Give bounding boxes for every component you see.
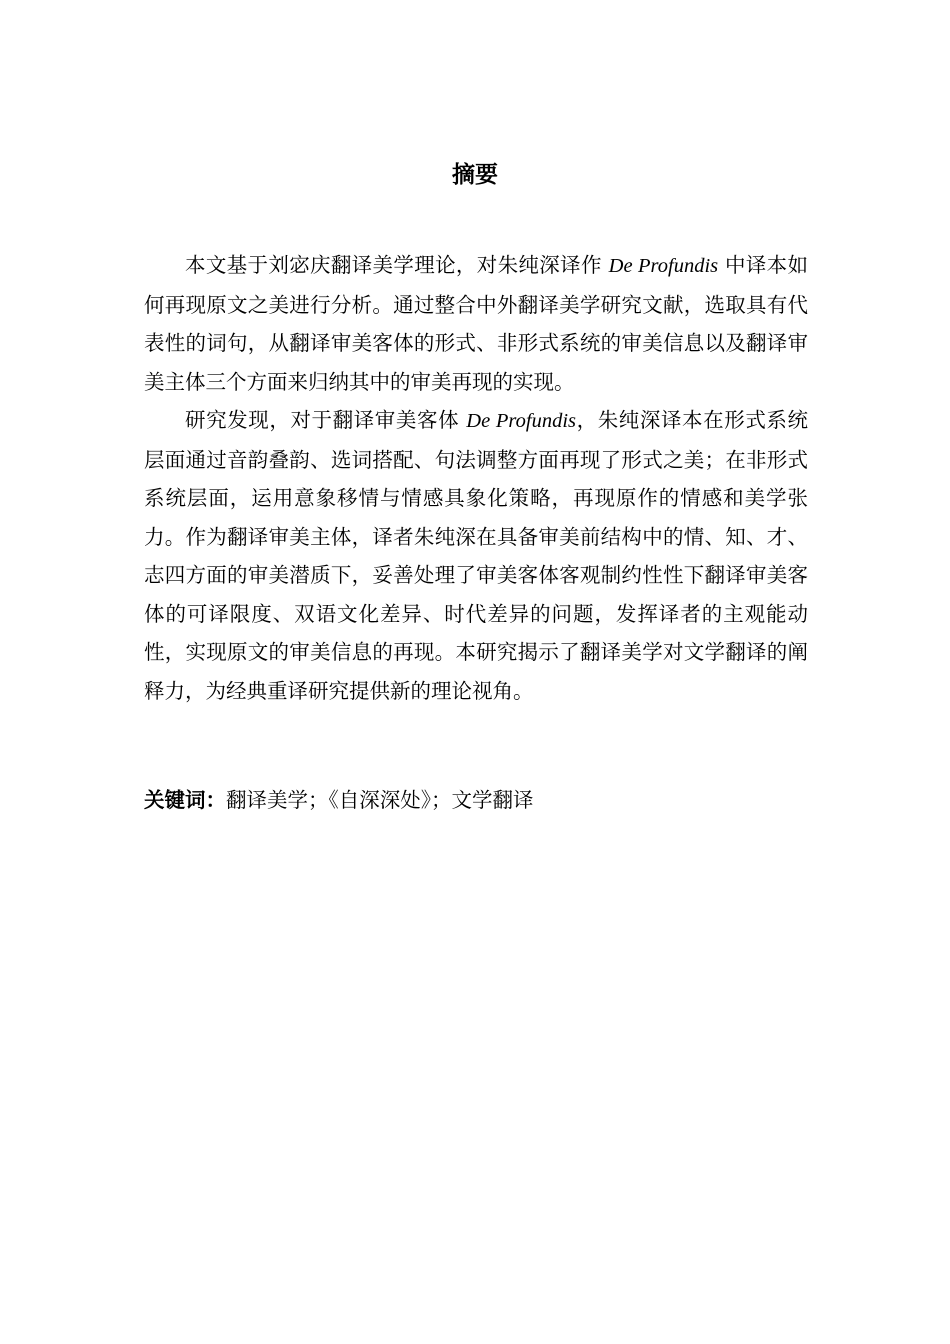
keywords-line [144,781,808,820]
keywords-label: 关键词： [144,788,226,812]
paragraph-2-work-title: De Profundis [466,410,577,432]
paragraph-1-work-title: De Profundis [608,255,719,277]
abstract-paragraph-1 [144,246,808,401]
paragraph-2-text-b: ，朱纯深译本在形式系统层面通过音韵叠韵、选词搭配、句法调整方面再现了形式之美；在非形式系统层面，运用意象移情与情感具象化策略，再现原作的情感和美学张力。作为翻译审美主体，译者朱纯深在具备审美前结构中的情、知、才、志四方面的审美潜质下，妥善处理了审美客体客观制约性性下翻译审美客体的可译限度、双语文化差异、时代差异的问题，发挥译者的主观能动性，实现原文的审美信息的再现。本研究揭示了翻译美学对文学翻译的阐释力，为经典重译研究提供新的理论视角。 [144,408,809,703]
keywords-value: 翻译美学；《自深深处》；文学翻译 [226,788,534,812]
paragraph-2-text-a: 研究发现，对于翻译审美客体 [185,408,467,432]
abstract-body [144,246,808,710]
paragraph-1-text-b: 中译本如何再现原文之美进行分析。通过整合中外翻译美学研究文献，选取具有代表性的词句，从翻译审美客体的形式、非形式系统的审美信息以及翻译审美主体三个方面来归纳其中的审美再现的实现。 [144,253,808,394]
paragraph-1-text-a: 本文基于刘宓庆翻译美学理论，对朱纯深译作 [185,253,609,277]
abstract-title: 摘要 [452,162,498,188]
abstract-paragraph-2 [144,401,808,710]
